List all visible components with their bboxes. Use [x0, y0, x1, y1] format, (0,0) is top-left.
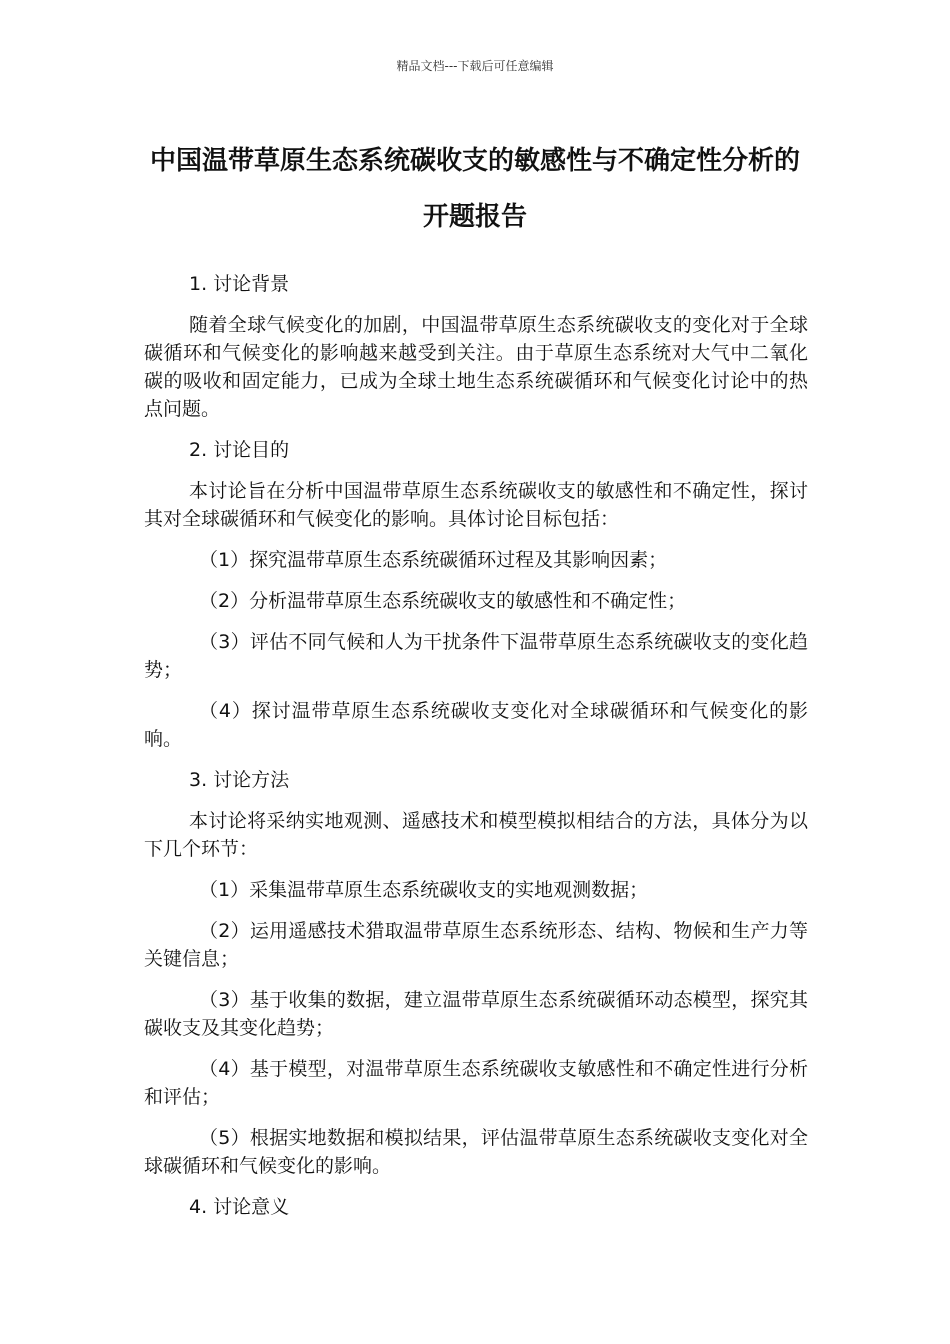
list-item: （3）基于收集的数据，建立温带草原生态系统碳循环动态模型，探究其碳收支及其变化趋势； — [144, 989, 808, 1039]
list-item: （4）基于模型，对温带草原生态系统碳收支敏感性和不确定性进行分析和评估； — [144, 1058, 808, 1108]
list-item: （4）探讨温带草原生态系统碳收支变化对全球碳循环和气候变化的影响。 — [144, 700, 808, 750]
paragraph: 本讨论将采纳实地观测、遥感技术和模型模拟相结合的方法，具体分为以下几个环节： — [144, 810, 808, 860]
document-body — [144, 270, 808, 1234]
document-title: 中国温带草原生态系统碳收支的敏感性与不确定性分析的开题报告 — [149, 146, 800, 232]
list-item: （5）根据实地数据和模拟结果，评估温带草原生态系统碳收支变化对全球碳循环和气候变化的影响。 — [144, 1127, 808, 1177]
section-heading: 2. 讨论目的 — [189, 439, 290, 461]
page-header: 精品文档---下载后可任意编辑 — [396, 59, 554, 73]
list-item: （2）分析温带草原生态系统碳收支的敏感性和不确定性； — [199, 590, 687, 612]
list-item: （2）运用遥感技术猎取温带草原生态系统形态、结构、物候和生产力等关键信息； — [144, 920, 808, 970]
section-heading: 4. 讨论意义 — [189, 1196, 290, 1218]
list-item: （3）评估不同气候和人为干扰条件下温带草原生态系统碳收支的变化趋势； — [144, 631, 808, 681]
list-item: （1）采集温带草原生态系统碳收支的实地观测数据； — [199, 879, 649, 901]
section-heading: 3. 讨论方法 — [189, 769, 290, 791]
list-item: （1）探究温带草原生态系统碳循环过程及其影响因素； — [199, 549, 668, 571]
paragraph: 随着全球气候变化的加剧，中国温带草原生态系统碳收支的变化对于全球碳循环和气候变化的影响越来越受到关注。由于草原生态系统对大气中二氧化碳的吸收和固定能力，已成为全球土地生态系统碳循环和气候变化讨论中的热点问题。 — [144, 314, 808, 420]
paragraph: 本讨论旨在分析中国温带草原生态系统碳收支的敏感性和不确定性，探讨其对全球碳循环和气候变化的影响。具体讨论目标包括： — [144, 480, 808, 530]
section-heading: 1. 讨论背景 — [189, 273, 290, 295]
